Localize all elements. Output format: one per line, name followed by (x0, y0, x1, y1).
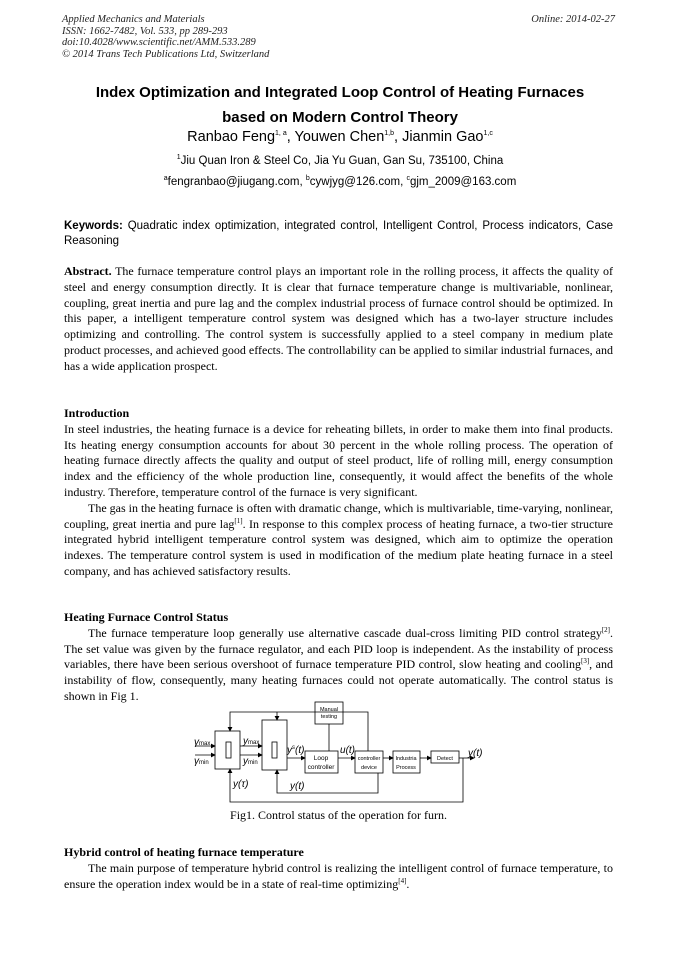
loop-label: Loop (313, 755, 329, 762)
paragraph-text: . The set value was given by the furnace regulator, and each PID loop is independent. As the instability of process variables, there have been serious overshoot of furnace temperature PID control, slow heating and cooling (64, 625, 613, 672)
keywords-label: Keywords: (64, 220, 123, 232)
control-status-heading: Heating Furnace Control Status (64, 610, 229, 624)
paper-title (62, 80, 618, 130)
gamma-max-label: γmax (194, 737, 211, 748)
selector-element-2 (272, 742, 277, 758)
y-t-label: y(t) (290, 781, 305, 792)
email-superscript: c (406, 175, 410, 183)
email-address: gjm_2009@163.com (409, 176, 517, 188)
paragraph-text: The gas in the heating furnace is often with dramatic change, which is multivariable, time-varying, nonlinear, coupling, great inertia and pure lag (64, 500, 614, 531)
control-signal-label: u(t) (340, 745, 356, 756)
publication-info (62, 14, 269, 60)
introduction-paragraph-1: In steel industries, the heating furnace is a device for reheating billets, in order to make them into final products. Its heating energy consumption accounts for about 30 percent in the whole rolling process. The operation of heating furnace directly affects the quality and output of steel product, life of rolling mill, energy consumption index and the efficiency of the whole production line, consequently, it would affect the benefits of the whole industry. Therefore, temperature control of the furnace is very significant. (64, 421, 613, 499)
selector-block-2 (262, 720, 287, 770)
introduction-heading: Introduction (64, 406, 130, 420)
affiliation-text: Jiu Quan Iron & Steel Co, Jia Yu Guan, Gan Su, 735100, China (180, 155, 504, 167)
issn-line: ISSN: 1662-7482, Vol. 533, pp 289-293 (62, 25, 228, 37)
paragraph-text: The main purpose of temperature hybrid control is realizing the intelligent control of furnace temperature, to ensure the operation index would be in a state of real-time optimizing (64, 860, 613, 891)
author-separator: , (394, 129, 403, 145)
control-status-paragraph (64, 626, 613, 705)
paragraph-text: , and instability of flow, consequently, many heating furnaces could not operate automatically. The control status is shown in Fig 1. (64, 657, 614, 703)
paragraph-text: . In response to this complex process of heating furnace, a two-tier structure integrated hybrid intelligent temperature control system was designed, which aim to optimize the operation indexes. The temperature control system is used in modification of the medium plate heating furnace in a steel company, and has achieved satisfactory results. (64, 516, 613, 578)
detect-label: Detect (437, 756, 453, 762)
control-diagram (190, 698, 490, 806)
citation-ref: [3] (581, 657, 590, 666)
keywords-text: Quadratic index optimization, integrated control, Intelligent Control, Process indicators, Case Reasoning (64, 220, 613, 247)
affiliation-superscript: 1 (176, 154, 181, 162)
author-name: Jianmin Gao (402, 129, 484, 145)
doi-line: doi:10.4028/www.scientific.net/AMM.533.289 (62, 37, 256, 48)
figure-caption: Fig1. Control status of the operation for furn. (230, 808, 447, 822)
citation-ref: [2] (601, 625, 610, 634)
y-tau-label: y(τ) (233, 779, 249, 790)
title-line-2: based on Modern Control Theory (222, 109, 458, 126)
selector-block-1 (215, 731, 240, 769)
controller-device-label-1: controller (357, 756, 381, 762)
copyright-line: © 2014 Trans Tech Publications Ltd, Switzerland (62, 48, 270, 60)
hybrid-control-heading: Hybrid control of heating furnace temperature (64, 845, 304, 859)
abstract-text: The furnace temperature control plays an important role in the rolling process, it affects the quality of steel and energy consumption directly. It is clear that furnace temperature change is multivariable, nonlinear, coupling, great inertia and pure lag and the complex industrial process of furnace control should be optimized. In this paper, a intelligent temperature control system was designed which has a two-layer structure includes optimizing and controlling. The control system is successfully applied to a steel company in medium plate product processes, and achieved good effects. The controllability can be applied to similar industrial furnaces, and has a wide application prospect. (64, 264, 613, 373)
email-superscript: a (163, 175, 168, 183)
controller-label: controller (307, 764, 335, 771)
keywords (64, 219, 613, 248)
email-list (62, 176, 618, 188)
manual-label: Manual (319, 707, 339, 713)
controller-device-label-2: device (361, 765, 377, 771)
author-name: Ranbao Feng (187, 129, 276, 145)
control-status-section (64, 610, 613, 705)
hybrid-control-section (64, 845, 613, 892)
hybrid-control-paragraph (64, 861, 613, 893)
process-label-2: Process (396, 765, 416, 771)
introduction-section (64, 406, 613, 580)
author-superscript: 1,b (384, 130, 395, 138)
affiliation (62, 155, 618, 167)
selector-element-1 (226, 742, 231, 758)
email-address: cywjyg@126.com, (309, 176, 407, 188)
author-list (62, 129, 618, 145)
y-max-label: ymax (243, 736, 260, 747)
output-label: y(t) (468, 748, 483, 759)
email-address: fengranbao@jiugang.com, (167, 176, 306, 188)
online-date: Online: 2014-02-27 (531, 14, 615, 25)
paragraph-text: The furnace temperature loop generally use alternative cascade dual-cross limiting PID control strategy (88, 625, 602, 640)
introduction-paragraph-2 (64, 501, 613, 580)
setpoint-label: $y^s(t)$ (287, 745, 305, 756)
title-line-1: Index Optimization and Integrated Loop Control of Heating Furnaces (95, 84, 585, 101)
journal-name: Applied Mechanics and Materials (62, 14, 205, 25)
citation-ref: [1] (234, 516, 243, 525)
manual-testing-block (315, 702, 343, 724)
author-name: Youwen Chen (294, 129, 385, 145)
author-separator: , (286, 129, 295, 145)
y-min-label: ymin (243, 756, 258, 767)
email-superscript: b (305, 175, 310, 183)
paragraph-text: . (406, 876, 410, 891)
abstract (64, 264, 613, 375)
author-superscript: 1, a (275, 130, 287, 138)
process-label-1: Industria (395, 756, 417, 762)
testing-label: testing (320, 714, 338, 720)
author-superscript: 1,c (483, 130, 493, 138)
gamma-min-label: γmin (194, 756, 209, 767)
citation-ref: [4] (398, 876, 407, 885)
abstract-label: Abstract. (64, 264, 112, 278)
